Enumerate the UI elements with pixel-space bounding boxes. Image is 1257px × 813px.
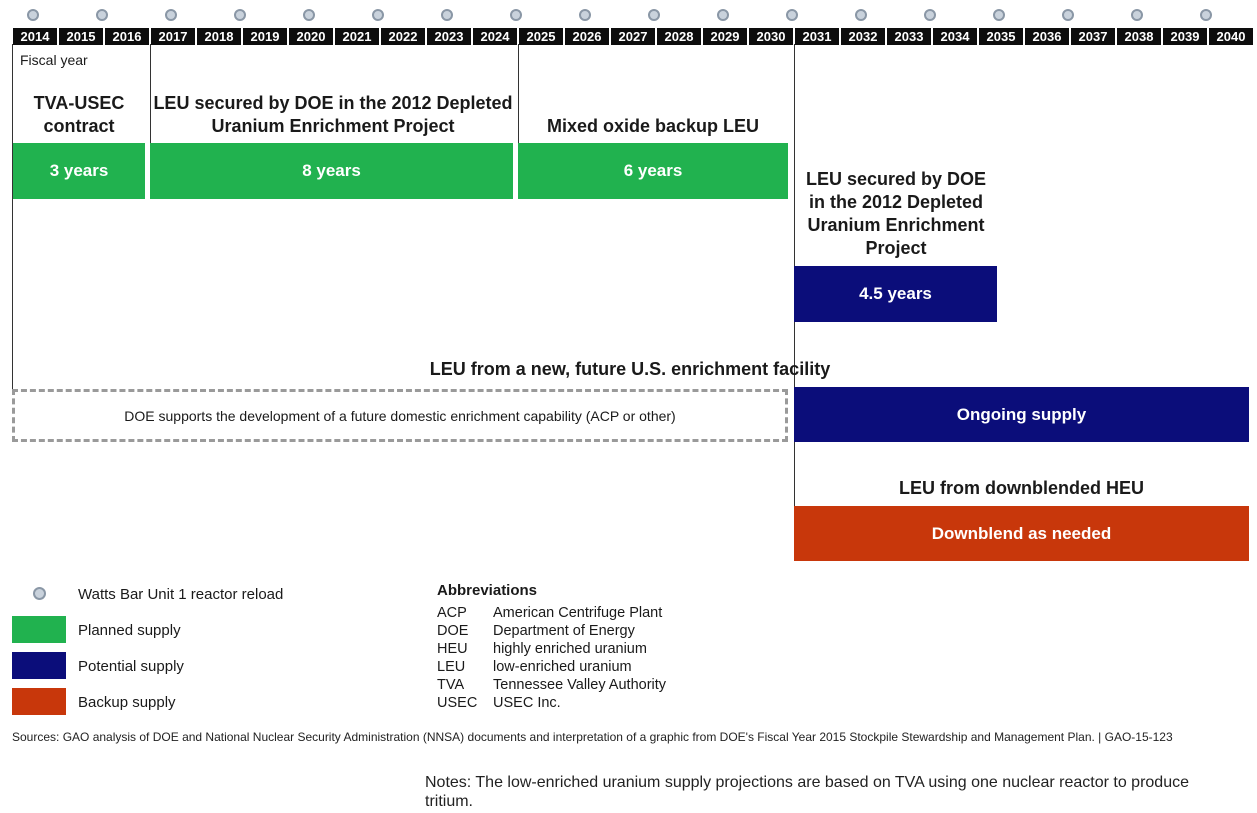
abbreviation-row bbox=[437, 640, 737, 658]
year-label: 2037 bbox=[1071, 28, 1115, 45]
legend-reload-label: Watts Bar Unit 1 reactor reload bbox=[78, 586, 284, 603]
abbreviation-row bbox=[437, 622, 737, 640]
year-label: 2014 bbox=[13, 28, 57, 45]
year-label: 2039 bbox=[1163, 28, 1207, 45]
year-label: 2034 bbox=[933, 28, 977, 45]
year-label: 2015 bbox=[59, 28, 103, 45]
sources-text: Sources: GAO analysis of DOE and National Nuclear Security Administration (NNSA) documents and interpretation of a graphic from DOE's Fiscal Year 2015 Stockpile Stewardship and Management Plan. | GAO-15-123 bbox=[12, 730, 1173, 744]
abbreviation-row bbox=[437, 676, 737, 694]
mox-bar: 6 years bbox=[518, 143, 788, 199]
abbreviation-code: TVA bbox=[437, 677, 465, 693]
future-capability-dashed-box bbox=[12, 389, 788, 442]
year-label: 2040 bbox=[1209, 28, 1253, 45]
notes-text: Notes: The low-enriched uranium supply projections are based on TVA using one nuclear reactor to produce tritium. bbox=[425, 774, 1189, 810]
abbreviation-row bbox=[437, 604, 737, 622]
reload-dot-icon bbox=[1062, 9, 1074, 21]
abbreviation-row bbox=[437, 694, 737, 712]
divider-2014 bbox=[12, 44, 13, 389]
year-label: 2018 bbox=[197, 28, 241, 45]
year-label: 2035 bbox=[979, 28, 1023, 45]
year-label: 2027 bbox=[611, 28, 655, 45]
reload-dot-icon bbox=[234, 9, 246, 21]
legend-potential-swatch bbox=[12, 652, 66, 679]
year-label: 2038 bbox=[1117, 28, 1161, 45]
legend-planned-label: Planned supply bbox=[78, 622, 181, 639]
year-label: 2026 bbox=[565, 28, 609, 45]
reload-dot-icon bbox=[165, 9, 177, 21]
legend-planned-swatch bbox=[12, 616, 66, 643]
legend-potential-label: Potential supply bbox=[78, 658, 184, 675]
abbreviation-code: DOE bbox=[437, 623, 469, 639]
year-label: 2025 bbox=[519, 28, 563, 45]
year-label: 2031 bbox=[795, 28, 839, 45]
abbreviation-definition: American Centrifuge Plant bbox=[493, 605, 663, 621]
year-label: 2036 bbox=[1025, 28, 1069, 45]
divider-2017 bbox=[150, 44, 151, 144]
abbreviations-title: Abbreviations bbox=[437, 582, 538, 599]
reload-dot-icon bbox=[27, 9, 39, 21]
year-label: 2019 bbox=[243, 28, 287, 45]
year-label: 2023 bbox=[427, 28, 471, 45]
abbreviation-row bbox=[437, 658, 737, 676]
abbreviation-definition: Department of Energy bbox=[493, 623, 635, 639]
reload-dot-icon bbox=[372, 9, 384, 21]
year-label: 2020 bbox=[289, 28, 333, 45]
reload-dot-icon bbox=[579, 9, 591, 21]
leu-doe-2012-later-bar: 4.5 years bbox=[794, 266, 997, 322]
tva-usec-title: TVA-USEC contract bbox=[33, 93, 125, 136]
reload-dot-icon bbox=[993, 9, 1005, 21]
abbreviation-definition: Tennessee Valley Authority bbox=[493, 677, 667, 693]
reload-dot-icon bbox=[786, 9, 798, 21]
reload-dot-icon bbox=[717, 9, 729, 21]
ongoing-supply-bar: Ongoing supply bbox=[794, 387, 1249, 442]
year-label: 2033 bbox=[887, 28, 931, 45]
reload-dot-icon bbox=[1131, 9, 1143, 21]
year-label: 2022 bbox=[381, 28, 425, 45]
heu-title: LEU from downblended HEU bbox=[899, 478, 1144, 498]
future-capability-text: DOE supports the development of a future domestic enrichment capability (ACP or other) bbox=[124, 407, 676, 424]
year-label: 2017 bbox=[151, 28, 195, 45]
reload-dot-icon bbox=[855, 9, 867, 21]
leu-doe-2012-later-title: LEU secured by DOE in the 2012 Depleted Uranium Enrichment Project bbox=[805, 169, 987, 258]
year-label: 2028 bbox=[657, 28, 701, 45]
year-label: 2021 bbox=[335, 28, 379, 45]
legend-backup-label: Backup supply bbox=[78, 694, 176, 711]
reload-dot-icon bbox=[510, 9, 522, 21]
reload-dot-icon bbox=[441, 9, 453, 21]
reload-dot-icon bbox=[303, 9, 315, 21]
year-label: 2030 bbox=[749, 28, 793, 45]
abbreviation-definition: low-enriched uranium bbox=[493, 659, 632, 675]
year-label: 2029 bbox=[703, 28, 747, 45]
leu-doe-2012-bar: 8 years bbox=[150, 143, 513, 199]
reload-dot-icon bbox=[924, 9, 936, 21]
mox-title: Mixed oxide backup LEU bbox=[546, 116, 760, 136]
reload-dot-icon bbox=[648, 9, 660, 21]
future-facility-title: LEU from a new, future U.S. enrichment facility bbox=[429, 359, 831, 379]
abbreviation-code: HEU bbox=[437, 641, 468, 657]
year-label: 2016 bbox=[105, 28, 149, 45]
fiscal-year-label: Fiscal year bbox=[20, 52, 88, 68]
abbreviation-definition: USEC Inc. bbox=[493, 695, 561, 711]
abbreviation-code: LEU bbox=[437, 659, 466, 675]
abbreviation-code: ACP bbox=[437, 605, 467, 621]
abbreviation-code: USEC bbox=[437, 695, 478, 711]
abbreviation-definition: highly enriched uranium bbox=[493, 641, 647, 657]
year-label: 2024 bbox=[473, 28, 517, 45]
tva-usec-bar: 3 years bbox=[13, 143, 145, 199]
year-label: 2032 bbox=[841, 28, 885, 45]
leu-doe-2012-title: LEU secured by DOE in the 2012 Depleted Uranium Enrichment Project bbox=[153, 93, 513, 136]
legend-backup-swatch bbox=[12, 688, 66, 715]
legend-reload-icon bbox=[33, 587, 46, 600]
reload-dot-icon bbox=[1200, 9, 1212, 21]
reload-dot-icon bbox=[96, 9, 108, 21]
downblend-bar: Downblend as needed bbox=[794, 506, 1249, 561]
